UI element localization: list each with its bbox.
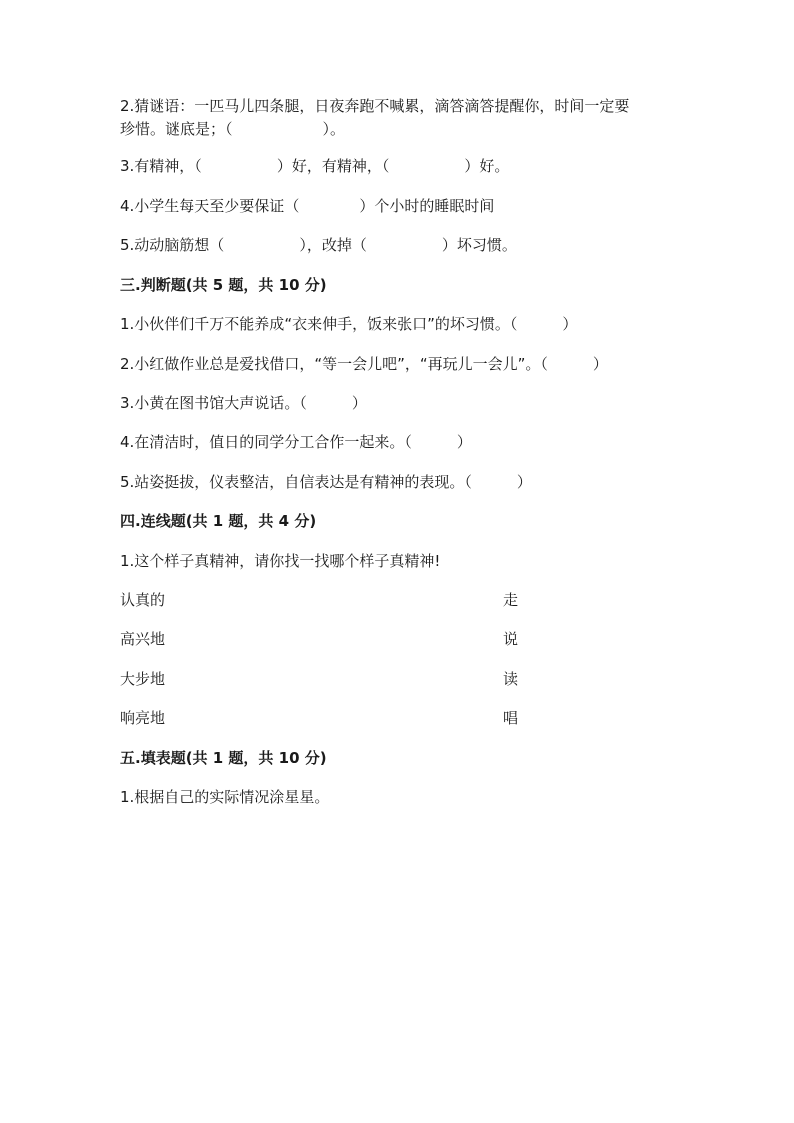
judge-question-3: 3.小黄在图书馆大声说话。（ ） [120, 394, 367, 412]
section-5-heading: 五.填表题(共 1 题，共 10 分) [120, 749, 327, 767]
table-question: 1.根据自己的实际情况涂星星。 [120, 788, 330, 806]
matching-left-item: 大步地 [120, 670, 166, 688]
judge-question-2: 2.小红做作业总是爱找借口，“等一会儿吧”，“再玩儿一会儿”。（ ） [120, 355, 608, 373]
matching-left-item: 高兴地 [120, 630, 166, 648]
matching-left-item: 认真的 [120, 591, 166, 609]
fill-blank-question-5: 5.动动脑筋想（ ），改掉（ ）坏习惯。 [120, 236, 517, 254]
judge-question-4: 4.在清洁时，值日的同学分工合作一起来。（ ） [120, 433, 472, 451]
judge-question-1: 1.小伙伴们千万不能养成“衣来伸手，饭来张口”的坏习惯。（ ） [120, 315, 578, 333]
fill-blank-question-4: 4.小学生每天至少要保证（ ）个小时的睡眠时间 [120, 197, 495, 215]
section-4-heading: 四.连线题(共 1 题，共 4 分) [120, 512, 317, 530]
question-2-line-1: 2.猜谜语：一匹马儿四条腿，日夜奔跑不喊累，滴答滴答提醒你，时间一定要 [120, 97, 630, 115]
judge-question-5: 5.站姿挺拔，仪表整洁，自信表达是有精神的表现。（ ） [120, 473, 532, 491]
matching-left-item: 响亮地 [120, 709, 166, 727]
fill-blank-question-2 [120, 95, 670, 141]
section-3-heading: 三.判断题(共 5 题，共 10 分) [120, 276, 327, 294]
question-2-line-2: 珍惜。谜底是；（ ）。 [120, 120, 346, 138]
matching-right-item: 说 [503, 630, 519, 648]
fill-blank-question-3: 3.有精神，（ ）好，有精神，（ ）好。 [120, 157, 510, 175]
matching-question: 1.这个样子真精神，请你找一找哪个样子真精神! [120, 552, 441, 570]
matching-right-item: 走 [503, 591, 519, 609]
matching-right-item: 读 [503, 670, 519, 688]
matching-right-item: 唱 [503, 709, 519, 727]
